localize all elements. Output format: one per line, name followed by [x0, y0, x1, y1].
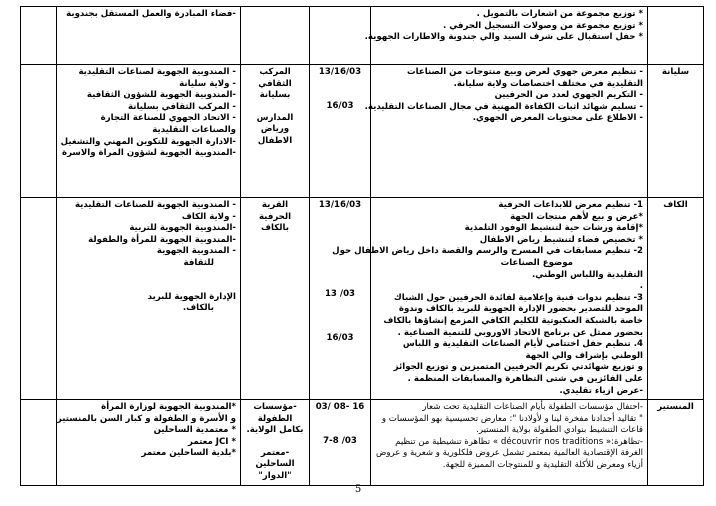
activity-line: * حفل استقبال على شرف السيد والي جندوبة والاطارات الجهوية.	[364, 32, 643, 43]
region-cell: المنستير	[648, 400, 704, 486]
activity-line: *عرض و بيع لأهم منتجات الجهة	[510, 211, 643, 222]
partners-cell	[57, 65, 241, 198]
place-line: المدارس ورياض الاطفال	[256, 112, 294, 146]
date-line: 13/16/03	[318, 67, 362, 77]
place-line: المركب الثقافي بسليانة	[258, 67, 292, 101]
partner-line: و الأسرة و الطفولة و كبار السن بالمنستير	[56, 413, 236, 424]
partners-cell	[57, 400, 241, 486]
extra-cell	[21, 198, 57, 400]
date-line: 16/03	[326, 100, 354, 111]
activity-line: 2- تنظيم مسابقات في المسرح والرسم والقصة داخل رياض الاطفال حول	[332, 246, 643, 257]
activity-line: - التكريم الجهوي لعدد من الحرفيين	[494, 90, 643, 101]
date-line: 16/03	[326, 333, 354, 344]
date-line: 13/16/03	[318, 200, 362, 210]
extra-cell	[21, 7, 57, 65]
activity-line: -احتفال مؤسسات الطفولة بأيام الصناعات التقليدية تحت شعار	[422, 402, 643, 413]
places-cell	[241, 198, 310, 400]
partner-line: -فضاء المبادرة والعمل المستقل بجندوبة	[66, 9, 236, 19]
dates-cell	[310, 7, 371, 65]
dates-cell	[310, 198, 371, 400]
activities-cell	[364, 7, 648, 65]
extra-cell	[21, 400, 57, 486]
partner-line: - المندوبية الجهوية لصناعات التقليدية	[78, 67, 236, 77]
partner-line: الإدارة الجهوية للبريد	[147, 291, 236, 302]
partner-line: * JCI معتمر	[188, 436, 236, 447]
activity-line: * توزيع مجموعة من اشعارات بالتمويل .	[476, 9, 643, 19]
partner-line: -المندوبية الجهوية للشؤون الثقافية	[86, 90, 236, 101]
partner-line: - ولاية الكاف	[181, 211, 236, 222]
place-line: القرية الحرفية بالكاف	[258, 200, 292, 234]
activity-line: 3- تنظيم ندوات فنية وإعلامية لفائدة الحرفيين حول الشباك الموحد للتصدير بحضور الإدارة الجهوية للبريد بالكاف وندوة خاصة بالشبكة العنكبوتية للكليم الكافي المزمع إنشاؤها بالكاف بحضور ممثل عن برنامج الاتحاد الاوروبي للتنمية الصناعية .	[383, 292, 643, 338]
activity-line: * توزيع مجموعة من وصولات التسجيل الحرفي .	[442, 20, 643, 31]
place-line: -معتمر الساحلين "الدوار"	[255, 447, 295, 482]
partner-line: - ولاية سليانة	[179, 78, 236, 89]
partner-line: -الادارة الجهوية للتكوين المهني والتشغيل	[60, 136, 236, 147]
table-row	[21, 65, 704, 198]
events-table	[20, 6, 704, 486]
partner-line: -المندوبية الجهوية للتربية	[129, 223, 236, 234]
places-cell	[241, 65, 310, 198]
table-row	[21, 400, 704, 486]
partner-line: -المندوبية الجهوية لشؤون المراة والاسرة	[62, 148, 236, 159]
partner-line: *بلدية الساحلين معتمر	[141, 448, 236, 459]
activity-line: *إقامة ورشات حية لتنشيط الوفود التلمذية	[464, 223, 643, 234]
dates-cell	[310, 400, 371, 486]
region-cell: الكاف	[648, 198, 704, 400]
partners-cell	[57, 7, 241, 65]
table-row	[21, 198, 704, 400]
region-cell	[648, 7, 704, 65]
activities-cell	[364, 65, 648, 198]
activity-line: - تنظيم معرض جهوي لعرض وبيع منتوجات من الصناعات التقليدية في مختلف اختصاصات ولاية سليانة.	[407, 67, 643, 89]
region-cell: سليانة	[648, 65, 704, 198]
date-line: 03/ 13	[324, 288, 356, 299]
activity-line: -عرض ازياء تقليدي.	[559, 385, 643, 396]
activity-line: و توزيع شهائدتي تكريم الحرفيين المتميزين و توزيع الجوائز على الفائزين في شتى التظاهرة والمسابقات المنظمة .	[393, 362, 643, 384]
date-line: 03/ 7-8	[323, 435, 357, 446]
dates-cell	[310, 65, 371, 198]
places-cell	[241, 400, 310, 486]
activity-line: - الاطلاع على محتويات المعرض الجهوي.	[472, 113, 643, 124]
partner-line: - المركب الثقافي بسليانة	[128, 101, 236, 112]
partner-line: بالكاف.	[182, 303, 214, 314]
partners-cell	[57, 198, 241, 400]
extra-cell	[21, 65, 57, 198]
activity-line: " تقاليد أجدادنا مفخرة لينا و لأولادنا ": معارض تحسيسية بهو المؤسسات و قاعات التنشيط بنوادي الطفولة بولاية المنستير.	[381, 413, 643, 436]
partner-line: * معتمدية الساحلين	[153, 425, 236, 436]
partner-line: -المندوبية الجهوية للمرأة والطفولة	[88, 234, 236, 245]
place-line: -مؤسسات الطفولة بكامل الولاية.	[246, 402, 304, 436]
date-line: 16 -08 /03	[315, 402, 365, 413]
table-row	[21, 7, 704, 65]
activity-line: -تظاهرة:« découvrir nos traditions » تظاهرة تنشيطية من تنظيم الغرفة الإقتصادية العالمية بمعتمر تشمل عروض فلكلورية و شعرية و عروض أزياء ومعرض للأكلة التقليدية و للمنتوجات المميزة للجهة.	[375, 436, 643, 471]
partner-line: - المندوبية الجهوية	[156, 246, 236, 257]
activity-line: التقليدية واللباس الوطني.	[531, 269, 643, 280]
activities-cell	[371, 400, 648, 486]
partner-line: للثقافة	[183, 257, 214, 268]
activity-line: .	[639, 281, 643, 292]
activity-line: موضوع الصناعات	[500, 257, 573, 268]
activity-line: * تخصيص فضاء لتنشيط رياض الاطفال	[479, 234, 643, 245]
partner-line: *المندوبية الجهوية لوزارة المرأة	[101, 402, 236, 413]
activity-line: 4. تنظيم حفل اختتامي لأيام الصناعات التقليدية و اللباس الوطني بإشراف والي الجهة	[402, 339, 643, 361]
partner-line: - الاتحاد الجهوي للصناعة التجارة والصناعات التقليدية	[100, 113, 236, 135]
partner-line: - المندوبية الجهوية للصناعات التقليدية	[74, 200, 236, 210]
places-cell	[241, 7, 310, 65]
activity-line: - تسليم شهائد اثبات الكفاءة المهنية في مجال الصناعات التقليدية.	[364, 101, 643, 112]
activity-line: 1- تنظيم معرض للابداعات الحرفية	[498, 200, 643, 210]
page-number: 5	[354, 484, 362, 495]
